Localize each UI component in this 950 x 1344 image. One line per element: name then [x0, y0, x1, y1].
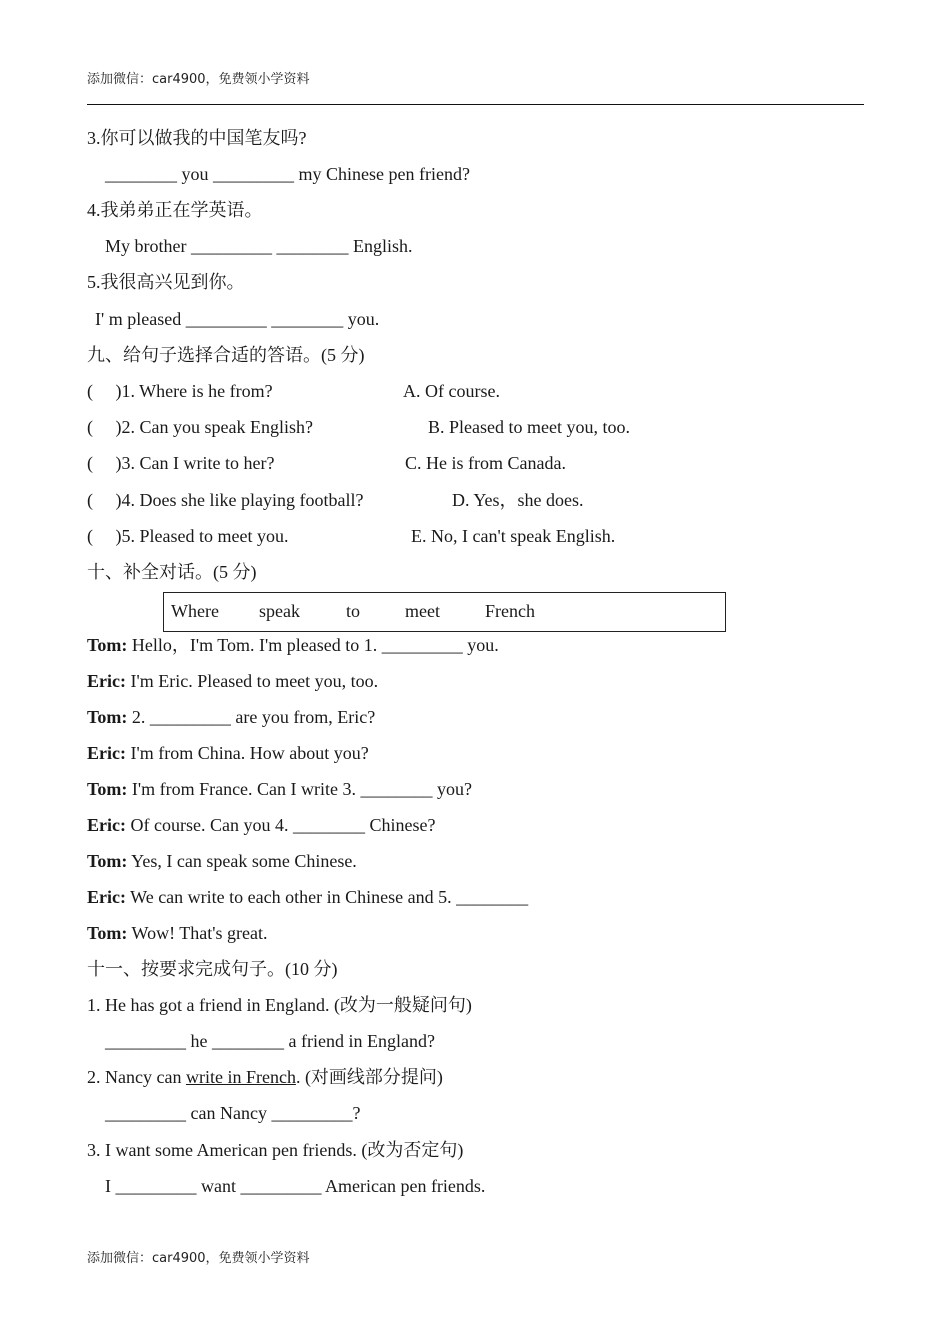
part11-q1: 1. He has got a friend in England. (改为一般疑问句) — [87, 995, 472, 1015]
dialog-text: I'm from France. Can I write 3. ________ you? — [127, 779, 473, 799]
page-header: 添加微信：car4900，免费领小学资料 — [87, 72, 310, 87]
part9-question: ( )4. Does she like playing football? — [87, 490, 364, 510]
word-bank-item: speak — [259, 601, 300, 621]
q4-chinese: 4.我弟弟正在学英语。 — [87, 200, 263, 220]
dialog-text: I'm Eric. Pleased to meet you, too. — [125, 671, 379, 691]
dialog-text: 2. _________ are you from, Eric? — [127, 707, 376, 727]
speaker: Tom: — [87, 635, 128, 655]
q2-text: . (对画线部分提问) — [295, 1067, 443, 1087]
part11-q2-answer: _________ can Nancy _________? — [105, 1103, 361, 1123]
q5-chinese: 5.我很高兴见到你。 — [87, 272, 245, 292]
dialog-line — [87, 886, 528, 908]
speaker: Eric: — [87, 743, 126, 763]
part11-q1-answer: _________ he ________ a friend in England? — [105, 1031, 435, 1051]
q4-english: My brother _________ ________ English. — [105, 236, 413, 256]
speaker: Tom: — [87, 779, 128, 799]
dialog-text: Hello，I'm Tom. I'm pleased to 1. _________ you. — [127, 635, 499, 655]
dialog-line — [87, 922, 267, 944]
word-bank-item: meet — [405, 601, 440, 621]
word-bank-item: to — [346, 601, 361, 621]
q3-english: ________ you _________ my Chinese pen friend? — [105, 164, 470, 184]
dialog-text: I'm from China. How about you? — [125, 743, 369, 763]
part9-answer: D. Yes，she does. — [452, 490, 584, 510]
dialog-text: Of course. Can you 4. ________ Chinese? — [125, 815, 436, 835]
part9-answer: C. He is from Canada. — [405, 453, 566, 473]
q5-english: I' m pleased _________ ________ you. — [95, 309, 380, 329]
part10-title: 十、补全对话。(5 分) — [87, 562, 257, 582]
dialog-line — [87, 814, 435, 836]
q3-chinese: 3.你可以做我的中国笔友吗? — [87, 128, 307, 148]
word-bank-box — [163, 592, 726, 632]
speaker: Eric: — [87, 887, 126, 907]
dialog-line — [87, 634, 499, 656]
speaker: Tom: — [87, 707, 128, 727]
dialog-line — [87, 778, 472, 800]
part9-question: ( )5. Pleased to meet you. — [87, 526, 289, 546]
dialog-line — [87, 670, 378, 692]
dialog-line — [87, 706, 375, 728]
header-rule — [87, 104, 864, 105]
part9-question: ( )3. Can I write to her? — [87, 453, 275, 473]
part9-question: ( )1. Where is he from? — [87, 381, 273, 401]
q2-text: 2. Nancy can — [87, 1067, 186, 1087]
part11-q3: 3. I want some American pen friends. (改为否定句) — [87, 1140, 464, 1160]
dialog-text: Yes, I can speak some Chinese. — [127, 851, 357, 871]
part11-q3-answer: I _________ want _________ American pen friends. — [105, 1176, 486, 1196]
word-bank-item: French — [485, 601, 535, 621]
speaker: Tom: — [87, 923, 128, 943]
dialog-line — [87, 742, 369, 764]
page-footer: 添加微信：car4900，免费领小学资料 — [87, 1251, 310, 1266]
dialog-text: Wow! That's great. — [127, 923, 268, 943]
speaker: Eric: — [87, 671, 126, 691]
dialog-text: We can write to each other in Chinese and 5. ________ — [125, 887, 529, 907]
speaker: Eric: — [87, 815, 126, 835]
part11-title: 十一、按要求完成句子。(10 分) — [87, 959, 338, 979]
part11-q2 — [87, 1066, 443, 1088]
speaker: Tom: — [87, 851, 128, 871]
dialog-line — [87, 850, 357, 872]
part9-question: ( )2. Can you speak English? — [87, 417, 313, 437]
q2-underlined-text: write in French — [185, 1067, 296, 1087]
word-bank-item: Where — [171, 601, 219, 621]
part9-title: 九、给句子选择合适的答语。(5 分) — [87, 345, 365, 365]
part9-answer: A. Of course. — [403, 381, 500, 401]
part9-answer: E. No, I can't speak English. — [411, 526, 616, 546]
part9-answer: B. Pleased to meet you, too. — [428, 417, 630, 437]
